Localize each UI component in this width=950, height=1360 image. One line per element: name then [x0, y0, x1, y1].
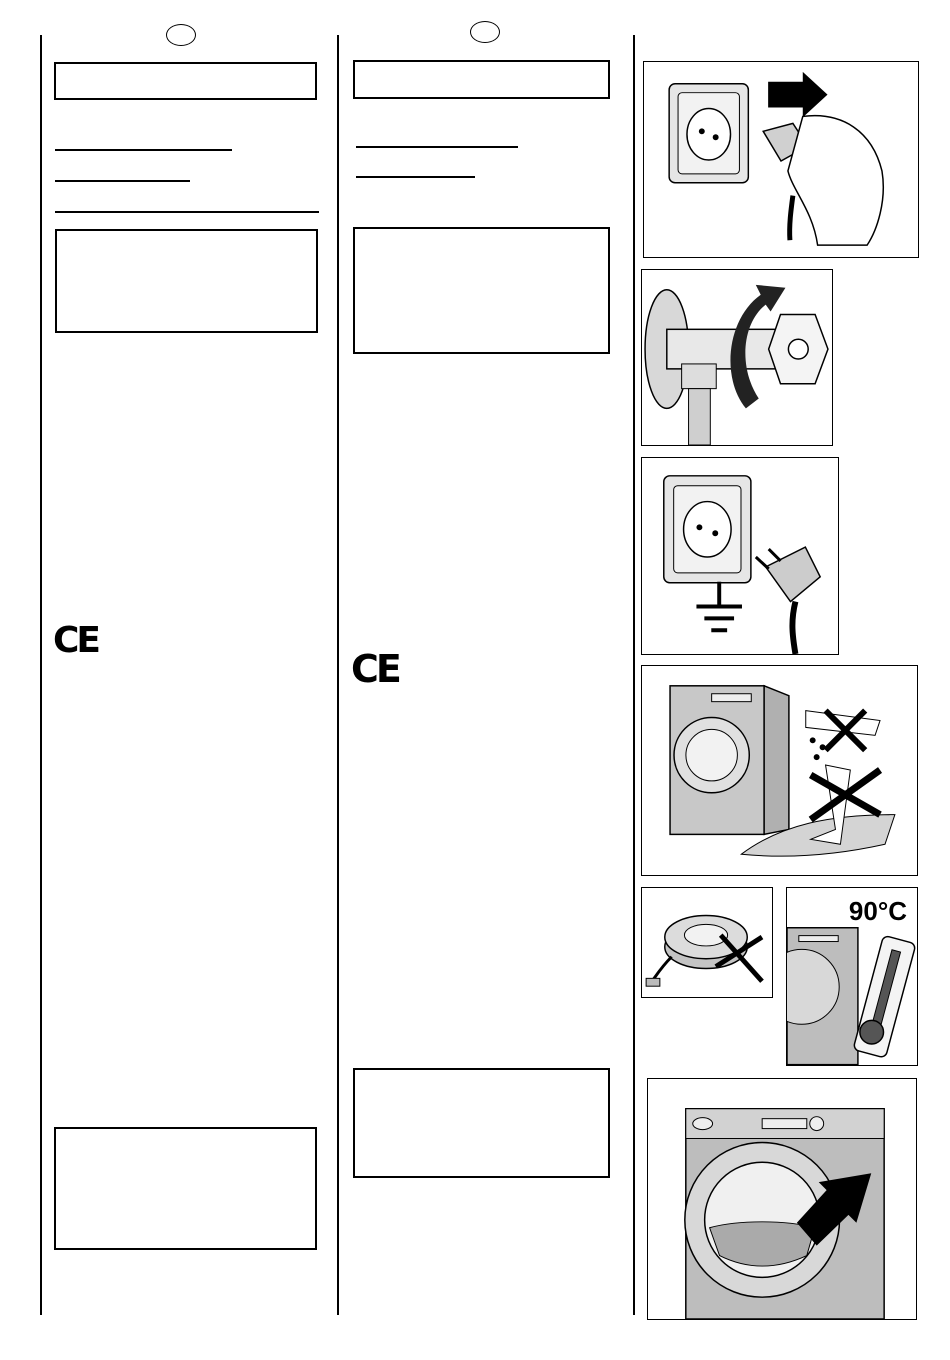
- temperature-label: 90°C: [848, 896, 907, 926]
- column-divider-middle: [337, 35, 339, 1315]
- figure-earthed-plug: [641, 457, 839, 655]
- figure-no-extension-reel: [641, 887, 773, 998]
- unplug-icon: [644, 62, 918, 257]
- underline-3-left: [55, 211, 319, 213]
- door-glass-icon: [648, 1079, 916, 1319]
- underline-2-left: [55, 180, 190, 182]
- warning-box-middle: [353, 227, 610, 354]
- figure-close-tap: [641, 269, 833, 446]
- underline-2-middle: [356, 176, 475, 178]
- figure-door-glass: [647, 1078, 917, 1320]
- underline-1-middle: [356, 146, 518, 148]
- no-extension-reel-icon: [642, 888, 772, 997]
- note-box-middle: [353, 1068, 610, 1178]
- note-box-left: [54, 1127, 317, 1250]
- ce-mark-left: CE: [53, 620, 99, 661]
- language-indicator-left: [166, 24, 196, 46]
- figure-no-wet-hands: [641, 665, 918, 876]
- column-divider-left: [40, 35, 42, 1315]
- section-heading-box-left: [54, 62, 317, 100]
- no-wet-hands-barefoot-icon: [642, 666, 917, 875]
- figure-unplug: [643, 61, 919, 258]
- underline-1-left: [55, 149, 232, 151]
- ce-mark-middle: CE: [351, 647, 399, 691]
- figure-hot-glass: [786, 887, 918, 1066]
- section-heading-box-middle: [353, 60, 610, 99]
- language-indicator-middle: [470, 21, 500, 43]
- column-divider-right: [633, 35, 635, 1315]
- earthed-plug-icon: [642, 458, 838, 654]
- warning-box-left: [55, 229, 318, 333]
- close-tap-icon: [642, 270, 832, 445]
